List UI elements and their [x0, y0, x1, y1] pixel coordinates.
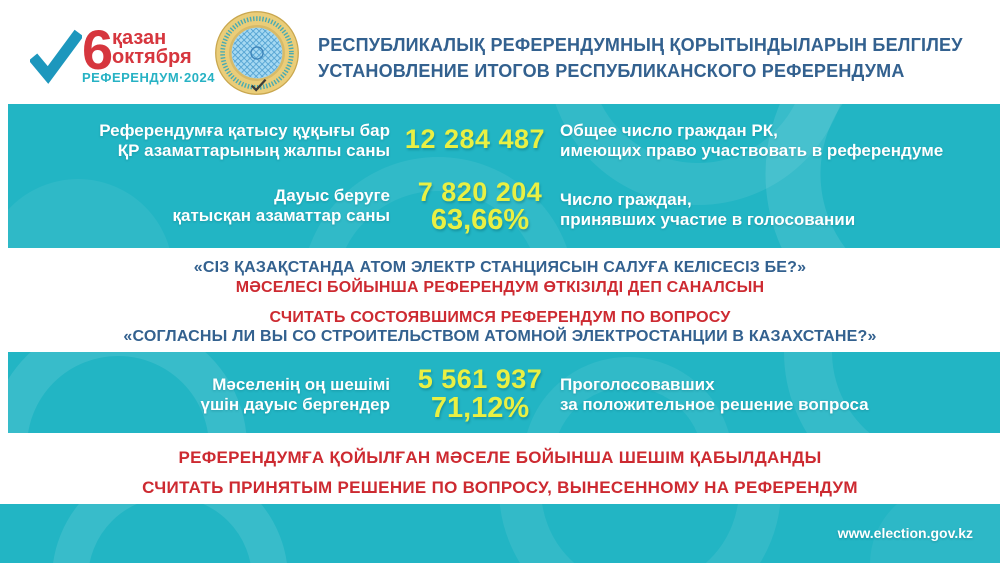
yes-votes-percent: 71,12% — [430, 392, 530, 424]
held-statement-kk: МӘСЕЛЕСІ БОЙЫНША РЕФЕРЕНДУМ ӨТКІЗІЛДІ ДЕП САНАЛСЫН — [235, 279, 765, 296]
question-text-ru: «СОГЛАСНЫ ЛИ ВЫ СО СТРОИТЕЛЬСТВОМ АТОМНОЙ ЭЛЕКТРОСТАНЦИИ В КАЗАХСТАНЕ?» — [123, 328, 877, 345]
page-title-kk: РЕСПУБЛИКАЛЫҚ РЕФЕРЕНДУМНЫҢ ҚОРЫТЫНДЫЛАРЫН БЕЛГІЛЕУ — [318, 35, 963, 55]
eligible-citizens-value: 12 284 487 — [404, 124, 546, 154]
voted-citizens-value: 7 820 204 — [417, 177, 543, 207]
logo-month-ru: октября — [112, 46, 192, 68]
yes-votes-label-ru: Проголосовавших за положительное решение вопроса — [560, 375, 869, 414]
yes-votes-value: 5 561 937 — [417, 364, 543, 394]
yes-votes-label-kk: Мәселенің оң шешімі үшін дауыс бергендер — [200, 375, 390, 414]
logo-month-kk: қазан — [112, 27, 167, 49]
website-url: www.election.gov.kz — [837, 525, 973, 541]
page-title — [318, 32, 963, 84]
logo-months — [112, 29, 192, 67]
logo-day: 6 — [82, 18, 114, 81]
checkmark-icon — [30, 28, 82, 86]
held-statement-ru: СЧИТАТЬ СОСТОЯВШИМСЯ РЕФЕРЕНДУМ ПО ВОПРОСУ — [269, 309, 731, 326]
voted-citizens-label-ru: Число граждан, принявших участие в голосовании — [560, 190, 856, 229]
question-text-kk: «СІЗ ҚАЗАҚСТАНДА АТОМ ЭЛЕКТР СТАНЦИЯСЫН САЛУҒА КЕЛІСЕСІЗ БЕ?» — [193, 259, 807, 276]
turnout-percent: 63,66% — [430, 204, 530, 236]
eligible-citizens-label-kk: Референдумға қатысу құқығы бар ҚР азаматтарының жалпы саны — [99, 121, 390, 160]
page-title-ru: УСТАНОВЛЕНИЕ ИТОГОВ РЕСПУБЛИКАНСКОГО РЕФЕРЕНДУМА — [318, 61, 905, 81]
cec-emblem-icon — [214, 10, 300, 96]
decision-statement-kk: РЕФЕРЕНДУМҒА ҚОЙЫЛҒАН МӘСЕЛЕ БОЙЫНША ШЕШІМ ҚАБЫЛДАНДЫ — [178, 448, 822, 467]
eligible-citizens-label-ru: Общее число граждан РК, имеющих право участвовать в референдуме — [560, 121, 944, 160]
voted-citizens-label-kk: Дауыс беруге қатысқан азаматтар саны — [172, 186, 390, 225]
logo-campaign: РЕФЕРЕНДУМ·2024 — [82, 70, 215, 85]
decision-statement-ru: СЧИТАТЬ ПРИНЯТЫМ РЕШЕНИЕ ПО ВОПРОСУ, ВЫНЕСЕННОМУ НА РЕФЕРЕНДУМ — [142, 478, 858, 497]
